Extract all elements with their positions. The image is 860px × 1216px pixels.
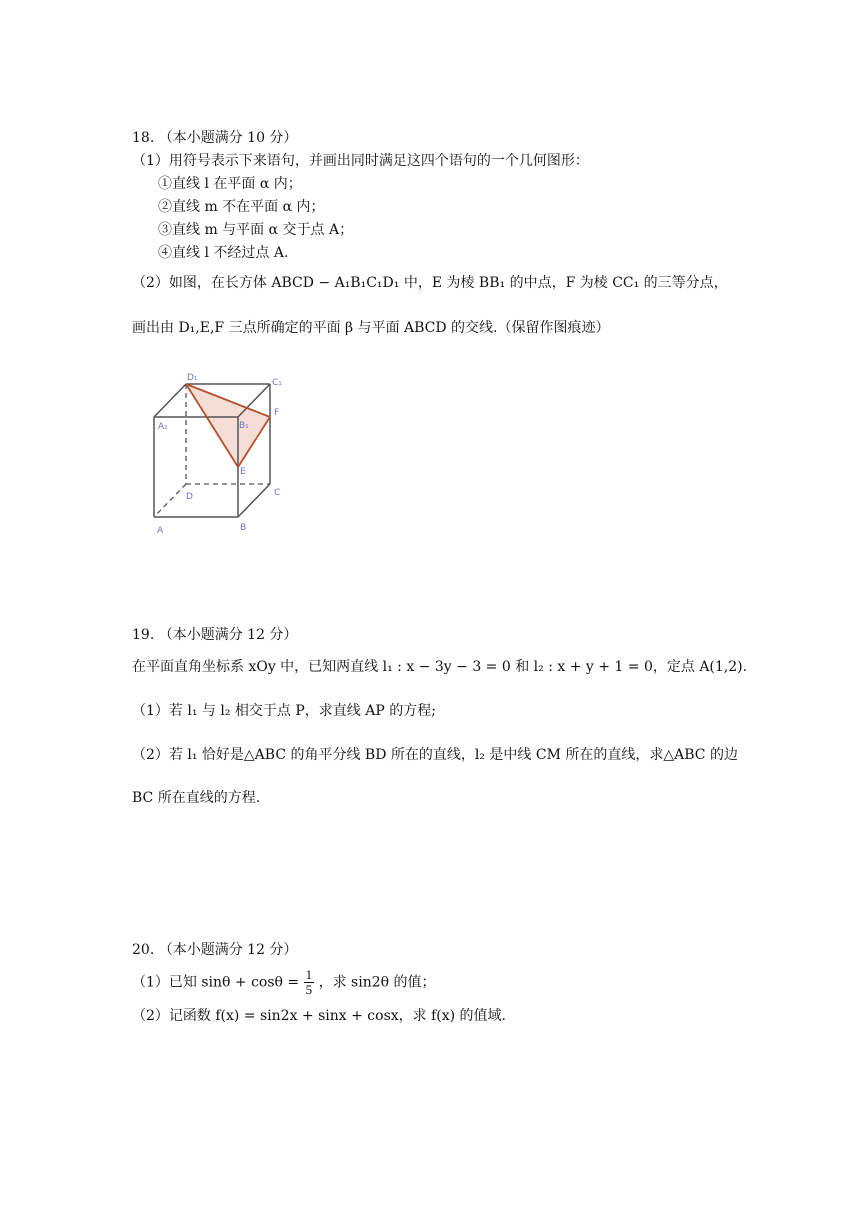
q20-part1-suffix: ，求 sin2θ 的值； [318,974,436,991]
cuboid-figure [140,364,300,540]
label-C: C [274,488,281,498]
label-A: A [157,526,164,536]
q18-part2-line2: 画出由 D₁,E,F 三点所确定的平面 β 与平面 ABCD 的交线.（保留作图痕迹） [132,320,610,336]
label-F: F [274,408,280,418]
label-A1: A₁ [158,422,168,432]
fraction-one-fifth [304,968,315,997]
hidden-edge-DA [154,484,186,517]
label-B: B [240,523,247,533]
q18-part1: （1）用符号表示下来语句，并画出同时满足这四个语句的一个几何图形： [132,153,589,169]
q18-item-4: ④直线 l 不经过点 A. [158,245,289,261]
q19-part1: （1）若 l₁ 与 l₂ 相交于点 P，求直线 AP 的方程; [132,703,436,719]
q18-item-3: ③直线 m 与平面 α 交于点 A； [158,222,354,238]
q20-part2: （2）记函数 f(x) = sin2x + sinx + cosx，求 f(x) 的值域. [132,1008,507,1024]
label-B1: B₁ [239,421,249,431]
q20-part1-prefix: （1）已知 sinθ + cosθ = [132,974,300,991]
q19-intro: 在平面直角坐标系 xOy 中，已知两直线 l₁ : x − 3y − 3 = 0 和 l₂ : x + y + 1 = 0，定点 A(1,2). [132,659,748,675]
label-C1: C₁ [272,378,282,388]
q19-part2-line2: BC 所在直线的方程. [132,790,261,806]
fraction-numerator: 1 [305,967,313,982]
q18-item-2: ②直线 m 不在平面 α 内； [158,199,325,215]
q19-part2-line1: （2）若 l₁ 恰好是△ABC 的角平分线 BD 所在的直线，l₂ 是中线 CM 所在的直线，求△ABC 的边 [132,747,738,763]
edge-BC [238,484,270,517]
fraction-denominator: 5 [305,982,313,997]
q20-header: 20. （本小题满分 12 分） [132,942,298,958]
q18-part2-line1: （2）如图，在长方体 ABCD − A₁B₁C₁D₁ 中，E 为棱 BB₁ 的中点，F 为棱 CC₁ 的三等分点， [132,275,728,291]
q20-part1 [132,968,436,997]
q18-item-1: ①直线 l 在平面 α 内； [158,176,302,192]
q19-header: 19. （本小题满分 12 分） [132,627,298,643]
label-D: D [186,492,193,502]
edge-D1A1 [154,384,186,417]
label-D1: D₁ [187,373,198,383]
q18-header: 18. （本小题满分 10 分） [132,130,298,146]
label-E: E [240,467,246,477]
